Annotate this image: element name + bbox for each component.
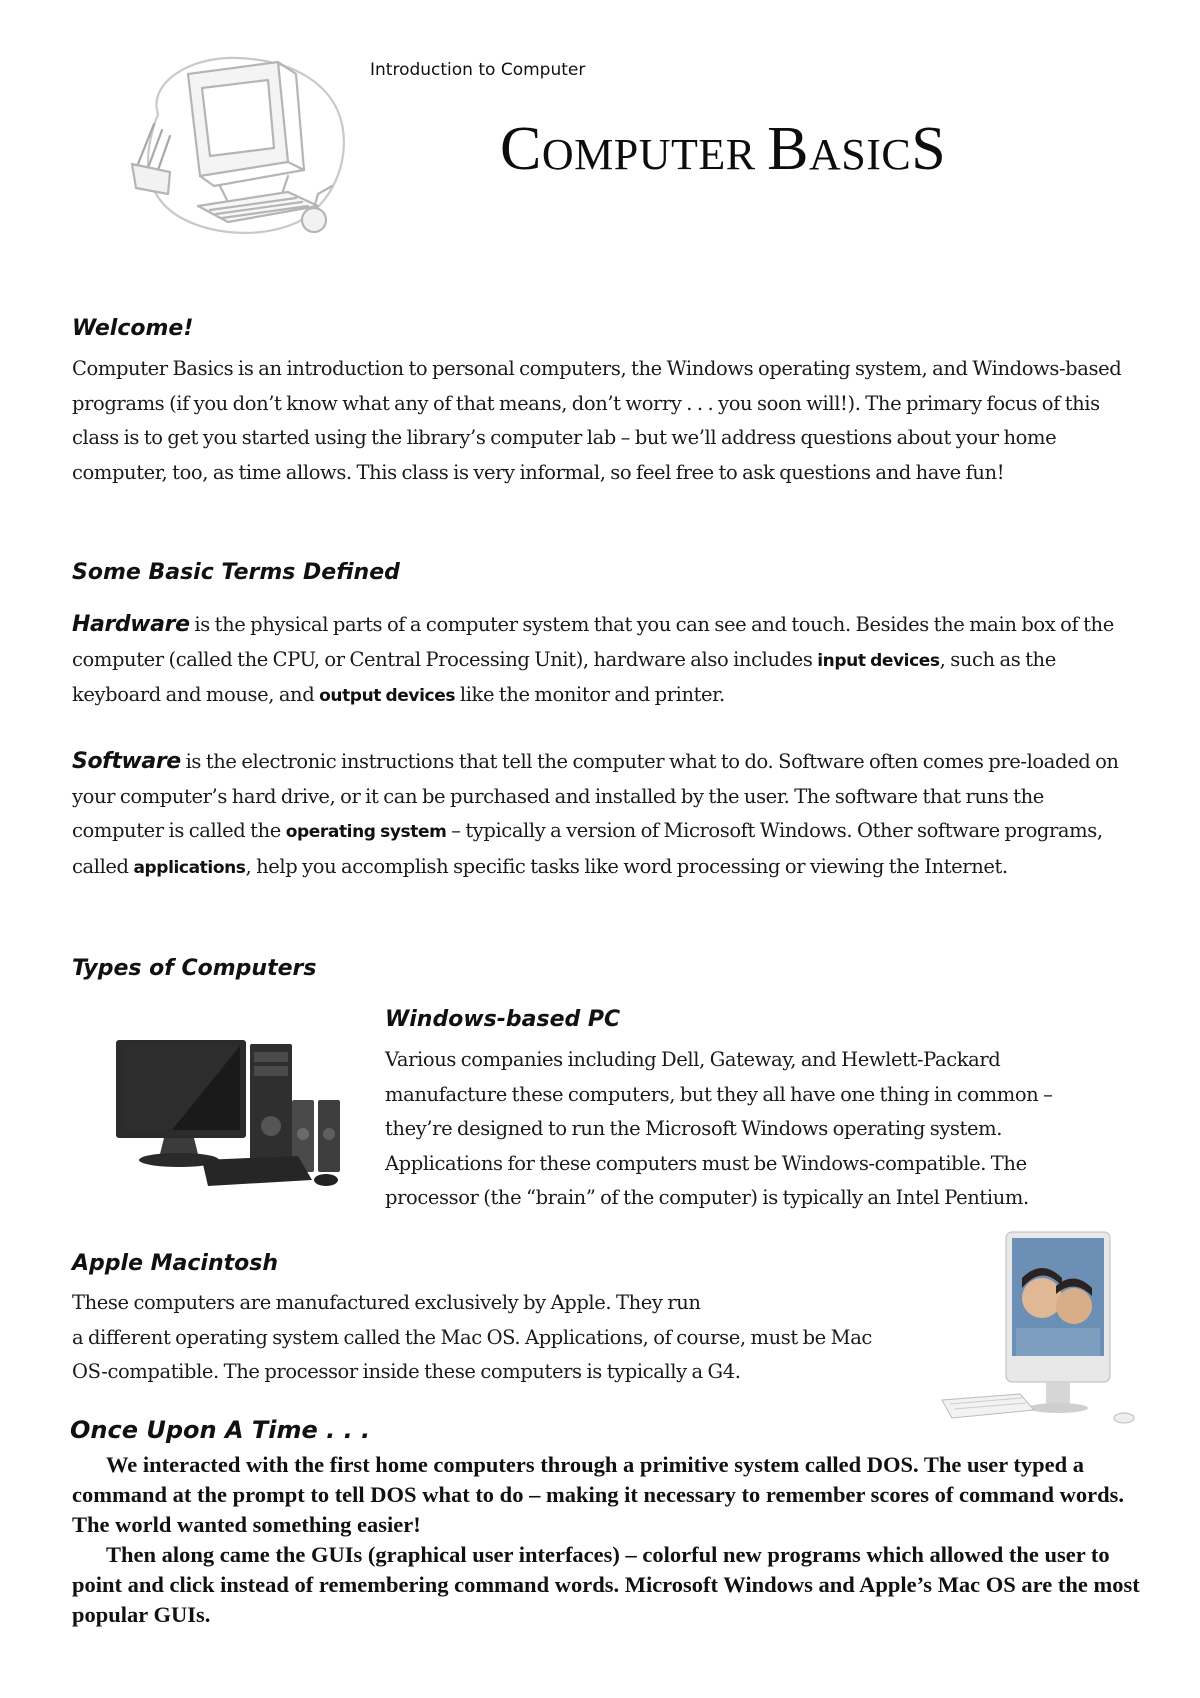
history-heading: Once Upon A Time . . .	[70, 1416, 371, 1444]
hardware-paragraph: Hardware is the physical parts of a computer system that you can see and touch. Besides the main box of the computer (called the CPU, or Central Processing Unit), hardware also includes input devices, such as the keyboard and mouse, and output devices like the monitor and printer.	[72, 612, 1114, 706]
input-devices-keyword: input devices	[817, 650, 940, 671]
terms-heading: Some Basic Terms Defined	[72, 560, 400, 585]
apple-mac-heading: Apple Macintosh	[72, 1251, 279, 1276]
computer-clipart-icon	[118, 44, 358, 240]
header-label: Introduction to Computer	[370, 60, 586, 80]
windows-pc-heading: Windows-based PC	[385, 1007, 621, 1032]
hardware-term: Hardware	[72, 612, 190, 637]
welcome-heading: Welcome!	[72, 316, 194, 341]
software-paragraph: Software is the electronic instructions that tell the computer what to do. Software often comes pre-loaded on your computer’s hard drive, or it can be purchased and installed by the user. The software that runs the computer is called the operating system – typically a version of Microsoft Windows. Other software programs, called applications, help you accomplish specific tasks like word processing or viewing the Internet.	[72, 749, 1119, 878]
page-title: COMPUTER BASICS	[500, 115, 947, 183]
history-paragraph-2: Then along came the GUIs (graphical user interfaces) – colorful new programs which allowed the user to point and click instead of remembering command words. Microsoft Windows and Apple’s Mac OS are the most popular GUIs.	[72, 1542, 1140, 1627]
windows-pc-paragraph: Various companies including Dell, Gateway, and Hewlett-Packard manufacture these computers, but they all have one thing in common – they’re designed to run the Microsoft Windows operating system. Applications for these computers must be Windows-compatible. The processor (the “brain” of the computer) is typically an Intel Pentium.	[385, 1048, 1053, 1209]
operating-system-keyword: operating system	[285, 822, 447, 842]
applications-keyword: applications	[133, 857, 246, 878]
apple-imac-photo	[936, 1228, 1136, 1428]
output-devices-keyword: output devices	[319, 686, 456, 706]
history-paragraph-1: We interacted with the first home computers through a primitive system called DOS. The user typed a command at the prompt to tell DOS what to do – making it necessary to remember scores of command words. The world wanted something easier!	[72, 1452, 1124, 1537]
welcome-paragraph: Computer Basics is an introduction to personal computers, the Windows operating system, and Windows-based programs (if you don’t know what any of that means, don’t worry . . . you soon will!). The primary focus of this class is to get you started using the library’s computer lab – but we’ll address questions about your home computer, too, as time allows. This class is very informal, so feel free to ask questions and have fun!	[72, 357, 1122, 484]
types-heading: Types of Computers	[72, 956, 317, 981]
apple-mac-paragraph: These computers are manufactured exclusively by Apple. They run a different operating system called the Mac OS. Applications, of course, must be Mac OS-compatible. The processor inside these computers is typically a G4.	[72, 1291, 872, 1383]
software-term: Software	[72, 749, 181, 774]
desktop-pc-photo	[112, 1030, 360, 1190]
